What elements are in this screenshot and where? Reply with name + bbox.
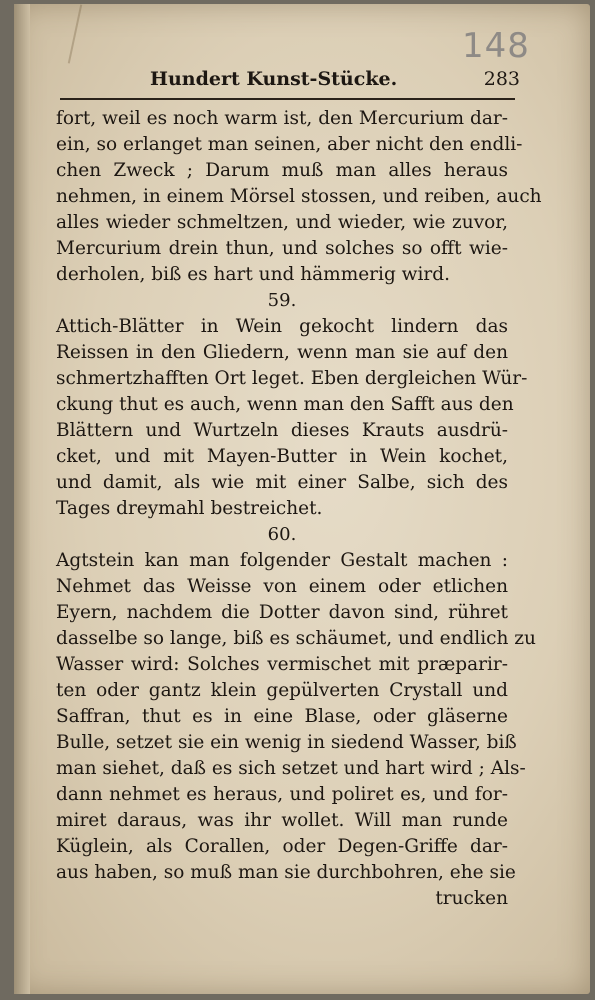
pencil-annotation: 148 bbox=[462, 26, 530, 66]
text-line: Tages dreymahl bestreichet. bbox=[56, 498, 323, 519]
body-text bbox=[56, 106, 542, 912]
continuation-paragraph bbox=[56, 106, 542, 288]
page-number: 283 bbox=[483, 68, 520, 90]
text-line: Attich-Blätter in Wein gekocht lindern das bbox=[56, 316, 508, 337]
page-fold-mark bbox=[68, 4, 82, 63]
text-line: Eyern, nachdem die Dotter davon sind, rühret bbox=[56, 602, 508, 623]
text-line: und damit, als wie mit einer Salbe, sich des bbox=[56, 472, 508, 493]
text-line: derholen, biß es hart und hämmerig wird. bbox=[56, 264, 450, 285]
text-line: schmertzhafften Ort leget. Eben dergleichen Wür- bbox=[56, 368, 528, 389]
text-line: Küglein, als Corallen, oder Degen-Griffe dar- bbox=[56, 836, 508, 857]
text-line: fort, weil es noch warm ist, den Mercurium dar- bbox=[56, 108, 508, 129]
text-line: ein, so erlanget man seinen, aber nicht den endli- bbox=[56, 134, 523, 155]
text-line: Nehmet das Weisse von einem oder etlichen bbox=[56, 576, 508, 597]
text-line: man siehet, daß es sich setzet und hart wird ; Als- bbox=[56, 758, 526, 779]
text-line: Reissen in den Gliedern, wenn man sie auf den bbox=[56, 342, 508, 363]
text-line: dann nehmet es heraus, und poliret es, und for- bbox=[56, 784, 508, 805]
text-line: Mercurium drein thun, und solches so offt wie- bbox=[56, 238, 508, 259]
text-line: miret daraus, was ihr wollet. Will man runde bbox=[56, 810, 508, 831]
text-line: Wasser wird: Solches vermischet mit præparir- bbox=[56, 654, 508, 675]
text-line: dasselbe so lange, biß es schäumet, und endlich zu bbox=[56, 628, 536, 649]
section-number: 60. bbox=[267, 524, 297, 545]
header-rule bbox=[60, 98, 515, 100]
text-line: Blättern und Wurtzeln dieses Krauts ausdrü- bbox=[56, 420, 508, 441]
text-line: ckung thut es auch, wenn man den Safft aus den bbox=[56, 394, 514, 415]
text-line: alles wieder schmeltzen, und wieder, wie zuvor, bbox=[56, 212, 508, 233]
text-line: Bulle, setzet sie ein wenig in siedend Wasser, biß bbox=[56, 732, 517, 753]
page-spine bbox=[14, 4, 30, 994]
text-line: Saffran, thut es in eine Blase, oder gläserne bbox=[56, 706, 508, 727]
catchword: trucken bbox=[435, 888, 508, 909]
page-header bbox=[150, 68, 520, 98]
text-line: ten oder gantz klein gepülverten Crystall und bbox=[56, 680, 508, 701]
section-number: 59. bbox=[267, 290, 297, 311]
text-line: Agtstein kan man folgender Gestalt machen : bbox=[56, 550, 508, 571]
text-line: aus haben, so muß man sie durchbohren, ehe sie bbox=[56, 862, 516, 883]
text-line: nehmen, in einem Mörsel stossen, und reiben, auch bbox=[56, 186, 542, 207]
running-title: Hundert Kunst-Stücke. bbox=[150, 68, 398, 90]
section-59 bbox=[56, 288, 528, 522]
text-line: chen Zweck ; Darum muß man alles heraus bbox=[56, 160, 508, 181]
text-line: cket, und mit Mayen-Butter in Wein kochet, bbox=[56, 446, 508, 467]
section-60 bbox=[56, 522, 536, 886]
